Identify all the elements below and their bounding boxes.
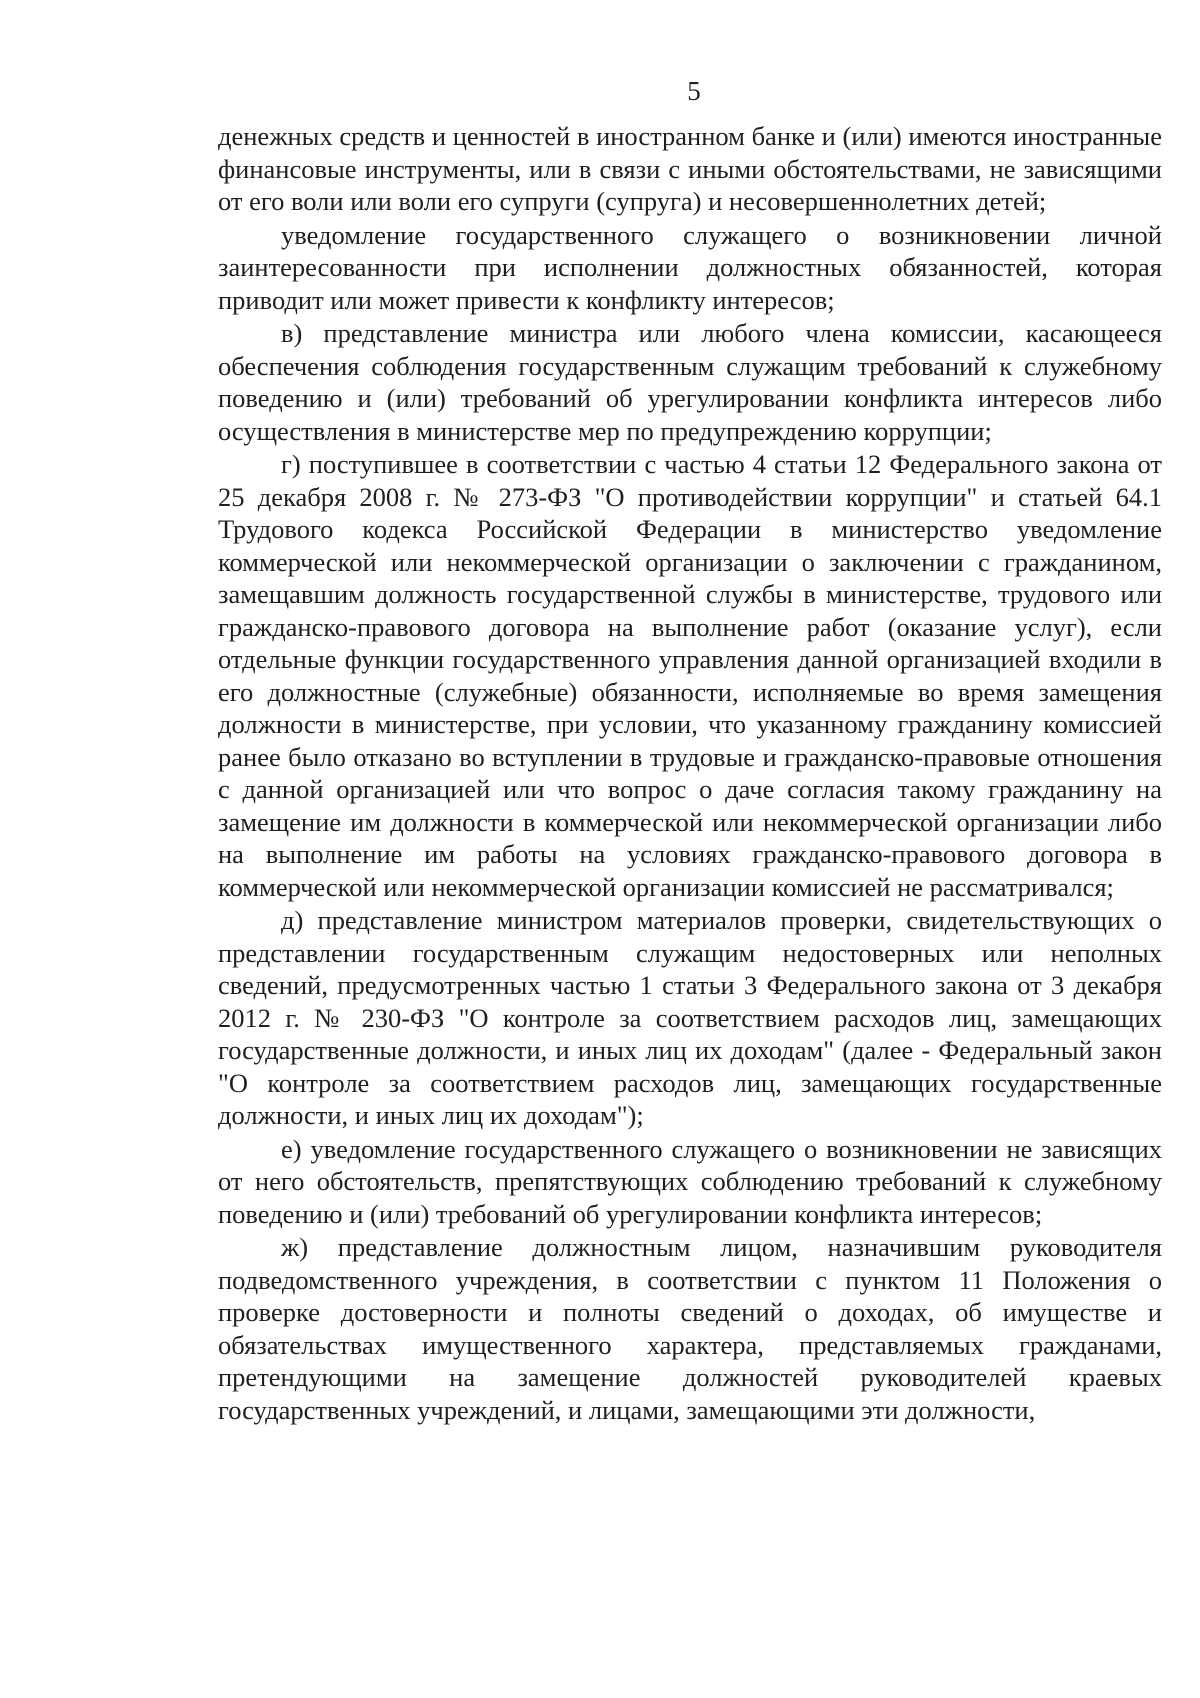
paragraph-personal-interest-notice: уведомление государственного служащего о возникновении личной заинтересованности при исполнении должностных обязанностей, которая приводит или может привести к конфликту интересов; — [218, 219, 1162, 315]
paragraph-continuation: денежных средств и ценностей в иностранном банке и (или) имеются иностранные финансовые инструменты, или в связи с иными обстоятельствами, не зависящими от его воли или воли его супруги (супруга) и несовершеннолетних детей; — [218, 121, 1162, 216]
paragraph-item-v: в) представление министра или любого члена комиссии, касающееся обеспечения соблюдения государственным служащим требований к служебному поведению и (или) требований об урегулировании конфликта интересов либо осуществления в министерстве мер по предупреждению коррупции; — [218, 318, 1162, 446]
paragraph-item-zh: ж) представление должностным лицом, назначившим руководителя подведомственного учреждения, в соответствии с пунктом 11 Положения о проверке достоверности и полноты сведений о доходах, об имуществе и обязательствах имущественного характера, представляемых гражданами, претендующими на замещение должностей руководителей краевых государственных учреждений, и лицами, замещающими эти должности, — [218, 1232, 1162, 1425]
document-body — [218, 120, 1162, 1427]
page-number: 5 — [687, 76, 701, 106]
paragraph-item-g: г) поступившее в соответствии с частью 4 статьи 12 Федерального закона от 25 декабря 2008 г. № 273-ФЗ "О противодействии коррупции" и статьей 64.1 Трудового кодекса Российской Федерации в министерство уведомление коммерческой или некоммерческой организации о заключении с гражданином, замещавшим должность государственной службы в министерстве, трудового или гражданско-правового договора на выполнение работ (оказание услуг), если отдельные функции государственного управления данной организацией входили в его должностные (служебные) обязанности, исполняемые во время замещения должности в министерстве, при условии, что указанному гражданину комиссией ранее было отказано во вступлении в трудовые и гражданско-правовые отношения с данной организацией или что вопрос о даче согласия такому гражданину на замещение им должности в коммерческой или некоммерческой организации либо на выполнение им работы на условиях гражданско-правового договора в коммерческой или некоммерческой организации комиссией не рассматривался; — [218, 449, 1162, 902]
paragraph-item-e: е) уведомление государственного служащего о возникновении не зависящих от него обстоятельств, препятствующих соблюдению требований к служебному поведению и (или) требований об урегулировании конфликта интересов; — [218, 1133, 1162, 1229]
paragraph-item-d: д) представление министром материалов проверки, свидетельствующих о представлении государственным служащим недостоверных или неполных сведений, предусмотренных частью 1 статьи 3 Федерального закона от 3 декабря 2012 г. № 230-ФЗ "О контроле за соответствием расходов лиц, замещающих государственные должности, и иных лиц их доходам" (далее - Федеральный закон "О контроле за соответствием расходов лиц, замещающих государственные должности, и иных лиц их доходам"); — [218, 905, 1162, 1130]
